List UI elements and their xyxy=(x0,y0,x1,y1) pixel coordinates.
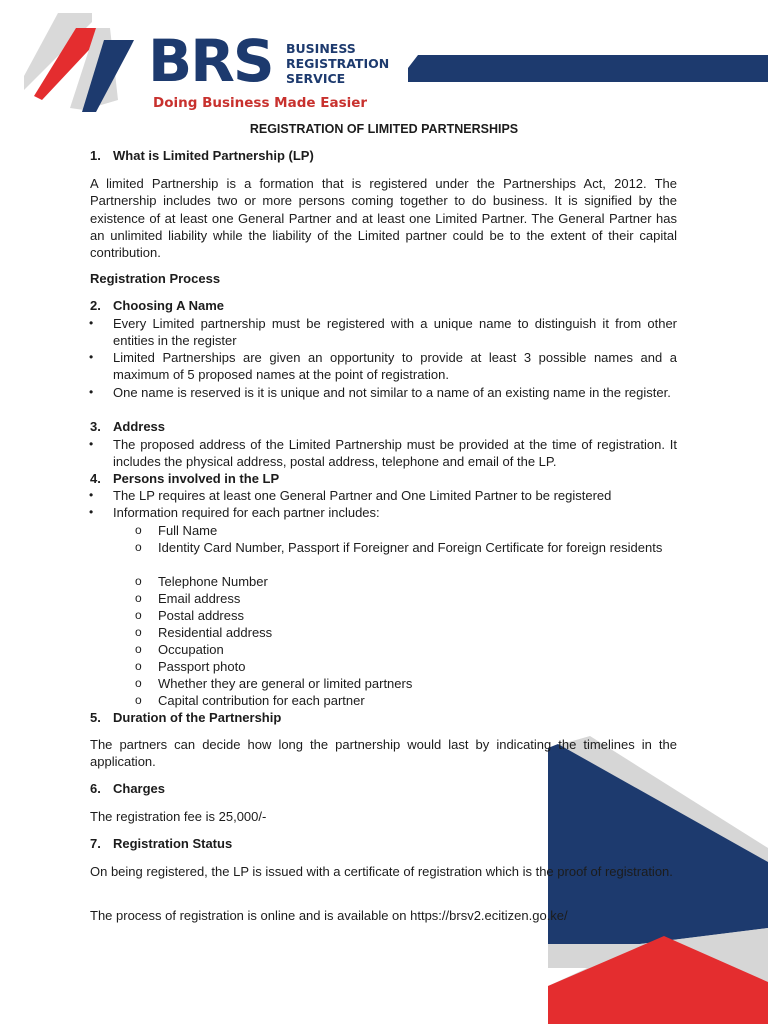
bullet: • xyxy=(89,488,94,502)
section-2-number: 2. xyxy=(90,298,101,313)
section-4-heading: Persons involved in the LP xyxy=(113,471,280,486)
section-3-heading: Address xyxy=(113,419,166,434)
section-1-number: 1. xyxy=(90,148,101,163)
bullet: • xyxy=(89,316,94,330)
section-6-heading: Charges xyxy=(113,781,166,796)
sub-list-item: Telephone Number xyxy=(158,574,268,589)
section-5-number: 5. xyxy=(90,710,101,725)
section-5-body: The partners can decide how long the partnership would last by indicating the timelines in the application. xyxy=(90,737,677,770)
sub-list-item: Email address xyxy=(158,591,241,606)
sub-list-item: Identity Card Number, Passport if Foreigner and Foreign Certificate for foreign residents xyxy=(158,540,663,555)
sub-bullet: o xyxy=(135,574,142,588)
bullet: • xyxy=(89,385,94,399)
list-item: Limited Partnerships are given an opportunity to provide at least 3 possible names and a maximum of 5 proposed names at the point of registration. xyxy=(113,350,677,383)
sub-bullet: o xyxy=(135,642,142,656)
registration-process-heading: Registration Process xyxy=(90,271,221,286)
bullet: • xyxy=(89,437,94,451)
sub-bullet: o xyxy=(135,523,142,537)
sub-list-item: Passport photo xyxy=(158,659,246,674)
section-7-number: 7. xyxy=(90,836,101,851)
sub-bullet: o xyxy=(135,693,142,707)
sub-bullet: o xyxy=(135,608,142,622)
list-item: Every Limited partnership must be registered with a unique name to distinguish it from other entities in the register xyxy=(113,316,677,349)
list-item: The proposed address of the Limited Partnership must be provided at the time of registration. It includes the physical address, postal address, telephone and email of the LP. xyxy=(113,437,677,470)
sub-list-item: Residential address xyxy=(158,625,273,640)
section-7-body: On being registered, the LP is issued with a certificate of registration which is the proof of registration. xyxy=(90,864,673,879)
section-3-number: 3. xyxy=(90,419,101,434)
list-item: Information required for each partner includes: xyxy=(113,505,380,520)
brand-tagline: Doing Business Made Easier xyxy=(153,95,368,111)
sub-bullet: o xyxy=(135,659,142,673)
bullet: • xyxy=(89,350,94,364)
section-7-online-note: The process of registration is online and is available on https://brsv2.ecitizen.go.ke/ xyxy=(90,908,568,923)
sub-bullet: o xyxy=(135,676,142,690)
sub-bullet: o xyxy=(135,540,142,554)
section-7-heading: Registration Status xyxy=(113,836,233,851)
sub-list-item: Whether they are general or limited partners xyxy=(158,676,413,691)
list-item: One name is reserved is it is unique and not similar to a name of an existing name in the register. xyxy=(113,385,671,400)
section-6-number: 6. xyxy=(90,781,101,796)
sub-list-item: Full Name xyxy=(158,523,218,538)
brand-full-name: BUSINESS REGISTRATION SERVICE xyxy=(286,41,390,86)
section-4-number: 4. xyxy=(90,471,101,486)
section-2-heading: Choosing A Name xyxy=(113,298,224,313)
section-5-heading: Duration of the Partnership xyxy=(113,710,282,725)
sub-bullet: o xyxy=(135,591,142,605)
brand-wordmark: BRS xyxy=(148,27,273,95)
sub-list-item: Postal address xyxy=(158,608,244,623)
bullet: • xyxy=(89,505,94,519)
sub-bullet: o xyxy=(135,625,142,639)
list-item: The LP requires at least one General Partner and One Limited Partner to be registered xyxy=(113,488,612,503)
section-1-heading: What is Limited Partnership (LP) xyxy=(113,148,314,163)
section-1-body: A limited Partnership is a formation that is registered under the Partnerships Act, 2012. The Partnership includes two or more persons coming together to do business. It is signified by the existence of at least one General Partner and at least one Limited Partner. The General Partner has an unlimited liability while the liability of the Limited partner could be to the extent of their capital contribution. xyxy=(90,176,677,261)
sub-list-item: Occupation xyxy=(158,642,224,657)
section-6-body: The registration fee is 25,000/- xyxy=(90,809,267,824)
document-title: REGISTRATION OF LIMITED PARTNERSHIPS xyxy=(249,122,519,136)
sub-list-item: Capital contribution for each partner xyxy=(158,693,365,708)
